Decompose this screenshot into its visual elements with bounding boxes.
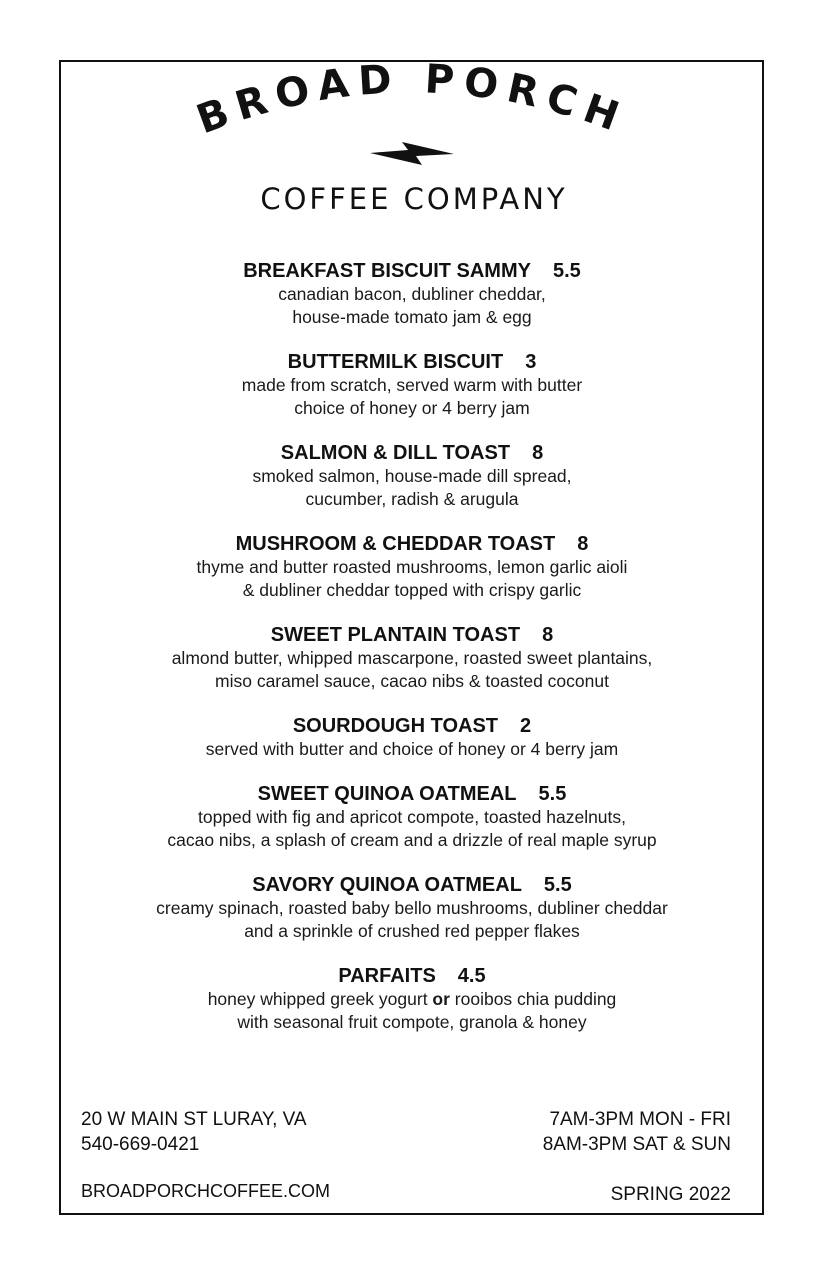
menu-item-title [62,441,762,465]
menu-item-name: PARFAITS [338,965,436,987]
menu-item-description: canadian bacon, dubliner cheddar, [278,284,546,304]
menu-list [62,259,762,1055]
menu-item-description: almond butter, whipped mascarpone, roasted sweet plantains, [171,648,653,668]
menu-item-name: BREAKFAST BISCUIT SAMMY [243,260,531,282]
menu-item [62,623,762,693]
menu-item [62,873,762,943]
menu-item [62,441,762,511]
brand-subtitle: COFFEE COMPANY [260,182,568,216]
phone-text: 540-669-0421 [81,1134,200,1155]
menu-item [62,532,762,602]
menu-item-name: SOURDOUGH TOAST [292,715,499,737]
menu-item-name: SALMON & DILL TOAST [280,442,511,464]
menu-item-description: house-made tomato jam & egg [292,307,532,327]
menu-item-price: 2 [520,715,532,737]
menu-item-name: SWEET PLANTAIN TOAST [270,624,521,646]
menu-item [62,259,762,329]
menu-item-price: 8 [532,442,544,464]
menu-item-description-part: rooibos chia pudding [449,989,617,1009]
brand-name: BROAD PORCH [190,56,634,144]
menu-item-price: 5.5 [552,260,581,282]
menu-item-description: with seasonal fruit compote, granola & honey [237,1012,587,1032]
menu-item-description: topped with fig and apricot compote, toasted hazelnuts, [197,807,627,827]
menu-item-price: 8 [577,533,589,555]
menu-item-name: BUTTERMILK BISCUIT [287,351,504,373]
menu-item-title [62,350,762,374]
menu-item-description: cucumber, radish & arugula [305,489,519,509]
menu-item-title [62,532,762,556]
menu-item-description: miso caramel sauce, cacao nibs & toasted coconut [215,671,609,691]
menu-item [62,782,762,852]
menu-item-title [62,782,762,806]
menu-item-name: SAVORY QUINOA OATMEAL [252,874,522,896]
menu-item-description: smoked salmon, house-made dill spread, [252,466,572,486]
menu-item-price: 5.5 [538,783,567,805]
menu-item-description-or: or [432,989,450,1009]
menu-item-description: cacao nibs, a splash of cream and a drizzle of real maple syrup [167,830,657,850]
menu-item-price: 5.5 [543,874,572,896]
menu-item-price: 3 [525,351,537,373]
menu-item-title [62,259,762,283]
menu-item-description: and a sprinkle of crushed red pepper flakes [244,921,580,941]
address-text: 20 W MAIN ST LURAY, VA [81,1109,307,1130]
menu-item-description: & dubliner cheddar topped with crispy garlic [242,580,582,600]
menu-item-price: 8 [542,624,554,646]
website-text: BROADPORCHCOFFEE.COM [81,1181,331,1201]
menu-item-name: SWEET QUINOA OATMEAL [257,783,517,805]
hours-weekend-text: 8AM-3PM SAT & SUN [542,1134,731,1155]
season-text: SPRING 2022 [610,1184,731,1205]
menu-item-description-part: honey whipped greek yogurt [207,989,433,1009]
menu-item-description: creamy spinach, roasted baby bello mushrooms, dubliner cheddar [156,898,668,918]
menu-item-description [62,988,762,1011]
menu-item [62,964,762,1034]
lightning-bolt-icon [368,139,456,167]
menu-item-title [62,873,762,897]
menu-item [62,714,762,761]
hours-weekday-text: 7AM-3PM MON - FRI [549,1109,731,1130]
menu-item-price: 4.5 [457,965,486,987]
menu-item-title [62,623,762,647]
menu-item-name: MUSHROOM & CHEDDAR TOAST [235,533,556,555]
menu-item [62,350,762,420]
menu-item-title [62,714,762,738]
menu-item-title [62,964,762,988]
menu-item-description: made from scratch, served warm with butter [241,375,583,395]
menu-item-description: choice of honey or 4 berry jam [294,398,530,418]
menu-item-description: served with butter and choice of honey or 4 berry jam [205,739,619,759]
menu-item-description: thyme and butter roasted mushrooms, lemon garlic aioli [196,557,628,577]
